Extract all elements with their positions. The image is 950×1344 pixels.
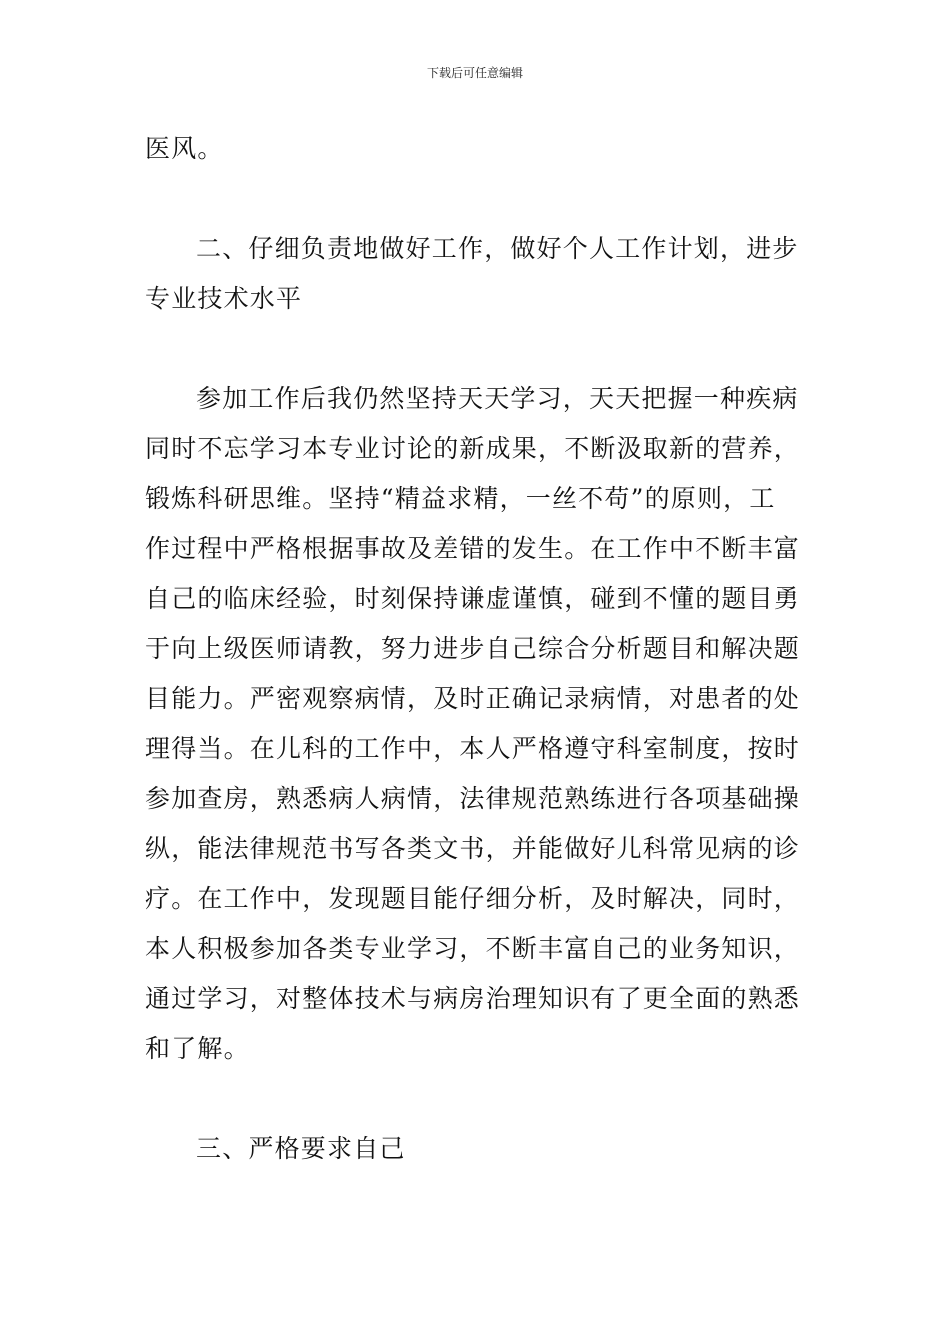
section-heading-line: 二、仔细负责地做好工作，做好个人工作计划，进步 xyxy=(196,234,799,263)
paragraph-line: 医风。 xyxy=(145,134,224,163)
paragraph-line: 本人积极参加各类专业学习，不断丰富自己的业务知识， xyxy=(145,934,801,963)
header-note: 下载后可任意编辑 xyxy=(426,66,523,80)
paragraph-line: 理得当。在儿科的工作中，本人严格遵守科室制度，按时 xyxy=(145,734,801,763)
paragraph-line: 疗。在工作中，发现题目能仔细分析，及时解决，同时， xyxy=(145,884,801,913)
paragraph-line: 参加查房，熟悉病人病情，法律规范熟练进行各项基础操 xyxy=(145,784,801,813)
paragraph-line: 目能力。严密观察病情，及时正确记录病情，对患者的处 xyxy=(145,684,801,713)
paragraph-line: 于向上级医师请教，努力进步自己综合分析题目和解决题 xyxy=(145,634,801,663)
paragraph-line: 作过程中严格根据事故及差错的发生。在工作中不断丰富 xyxy=(145,534,801,563)
paragraph-line: 自己的临床经验，时刻保持谦虚谨慎，碰到不懂的题目勇 xyxy=(145,584,801,613)
paragraph-line: 锻炼科研思维。坚持“精益求精，一丝不苟”的原则，工 xyxy=(145,484,776,513)
paragraph-line: 同时不忘学习本专业讨论的新成果，不断汲取新的营养， xyxy=(145,434,801,463)
paragraph-line: 通过学习，对整体技术与病房治理知识有了更全面的熟悉 xyxy=(145,984,801,1013)
section-heading-line: 专业技术水平 xyxy=(145,284,303,313)
paragraph-line: 和了解。 xyxy=(145,1034,250,1063)
paragraph-line: 参加工作后我仍然坚持天天学习，天天把握一种疾病 xyxy=(196,384,799,413)
paragraph-line: 纵，能法律规范书写各类文书，并能做好儿科常见病的诊 xyxy=(145,834,801,863)
section-heading-line: 三、严格要求自己 xyxy=(196,1134,406,1163)
